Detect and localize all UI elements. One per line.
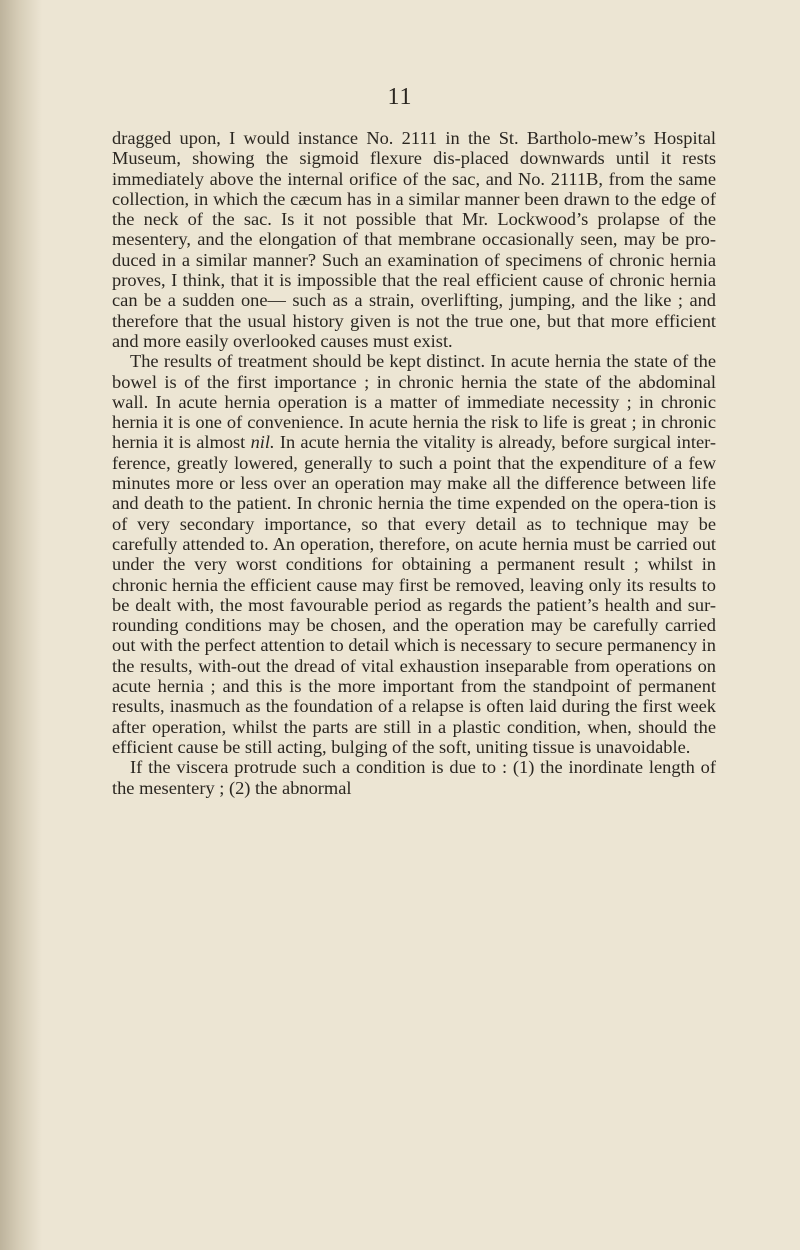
- body-text: [112, 128, 716, 798]
- paragraph-2-italic: nil.: [250, 432, 275, 453]
- page-number: 11: [387, 84, 413, 110]
- paragraph-1: dragged upon, I would instance No. 2111 in the St. Bartholo-mew’s Hospital Museum, showing the sigmoid flexure dis-placed downwards until it rests immediately above the internal orifice of the sac, and No. 2111B, from the same collection, in which the cæcum has in a similar manner been drawn to the edge of the neck of the sac. Is it not possible that Mr. Lockwood’s prolapse of the mesentery, and the elongation of that membrane occasionally seen, may be pro-duced in a similar manner? Such an examination of specimens of chronic hernia proves, I think, that it is impossible that the real efficient cause of chronic hernia can be a sudden one— such as a strain, overlifting, jumping, and the like ; and therefore that the usual history given is not the true one, but that more efficient and more easily overlooked causes must exist.: [112, 128, 716, 351]
- paragraph-2: [112, 351, 716, 757]
- paragraph-2-part-2: In acute hernia the vitality is already, before surgical inter-ference, greatly lowered, generally to such a point that the expenditure of a few minutes more or less over an operation may make all the difference between life and death to the patient. In chronic hernia the time expended on the opera-tion is of very secondary importance, so that every detail as to technique may be carefully attended to. An operation, therefore, on acute hernia must be carried out under the very worst conditions for obtaining a permanent result ; whilst in chronic hernia the efficient cause may first be removed, leaving only its results to be dealt with, the most favourable period as regards the patient’s health and sur-rounding conditions may be chosen, and the operation may be carefully carried out with the perfect attention to detail which is necessary to secure permanency in the results, with-out the dread of vital exhaustion inseparable from operations on acute hernia ; and this is the more important from the standpoint of permanent results, inasmuch as the foundation of a relapse is often laid during the first week after operation, whilst the parts are still in a plastic condition, when, should the efficient cause be still acting, bulging of the soft, uniting tissue is unavoidable.: [112, 432, 716, 757]
- page-edge-shadow: [0, 0, 42, 1250]
- paragraph-2-part-1: The results of treatment should be kept distinct. In acute hernia the state of the bowel is of the first importance ; in chronic hernia the state of the abdominal wall. In acute hernia operation is a matter of immediate necessity ; in chronic hernia it is one of convenience. In acute hernia the risk to life is great ; in chronic hernia it is almost: [112, 351, 716, 453]
- paragraph-3: If the viscera protrude such a condition is due to : (1) the inordinate length of the mesentery ; (2) the abnormal: [112, 757, 716, 798]
